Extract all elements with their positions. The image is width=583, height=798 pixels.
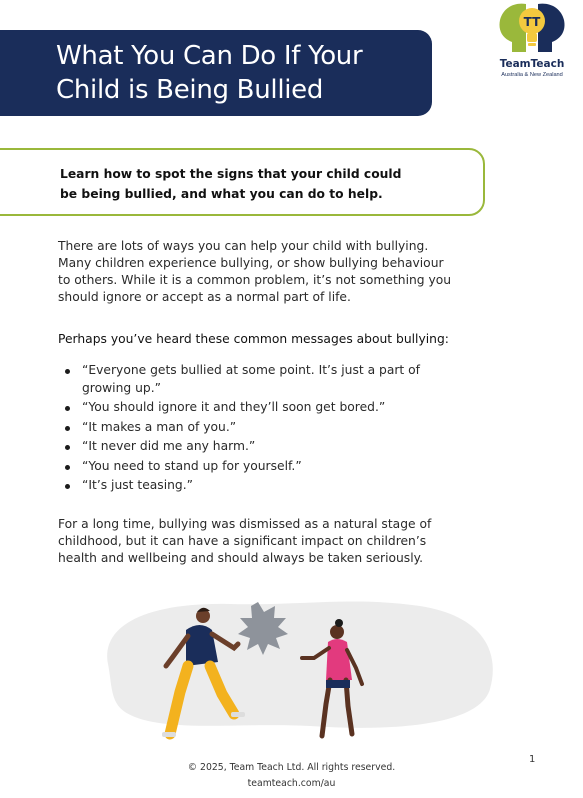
intro-line-3: to others. While it is a common problem, it’s not something you bbox=[58, 273, 452, 287]
logo-monogram: TT bbox=[523, 15, 541, 29]
list-item bbox=[58, 362, 478, 397]
team-teach-logo bbox=[492, 0, 572, 82]
footer-url[interactable]: teamteach.com/au bbox=[247, 778, 336, 789]
list-item-text: “You need to stand up for yourself.” bbox=[82, 458, 302, 473]
intro-line-2: Many children experience bullying, or show bullying behaviour bbox=[58, 256, 444, 270]
title-banner bbox=[0, 30, 432, 116]
closing-line-2: childhood, but it can have a significant impact on children’s bbox=[58, 534, 427, 548]
bullying-illustration bbox=[100, 594, 500, 744]
list-item bbox=[58, 477, 478, 495]
callout-text bbox=[60, 164, 401, 204]
list-item bbox=[58, 399, 478, 417]
intro-callout bbox=[0, 148, 485, 216]
closing-paragraph bbox=[58, 516, 478, 567]
list-item-text: growing up.” bbox=[82, 380, 161, 395]
list-item bbox=[58, 458, 478, 476]
list-item-text: “It makes a man of you.” bbox=[82, 419, 237, 434]
messages-heading: Perhaps you’ve heard these common messages about bullying: bbox=[58, 332, 449, 346]
closing-line-3: health and wellbeing and should always be taken seriously. bbox=[58, 551, 424, 565]
title-line-2: Child is Being Bullied bbox=[56, 75, 324, 105]
list-item-text: “You should ignore it and they’ll soon get bored.” bbox=[82, 400, 386, 414]
callout-line-2: be being bullied, and what you can do to help. bbox=[60, 187, 383, 201]
intro-line-4: should ignore or accept as a normal part of life. bbox=[58, 290, 351, 304]
closing-line-1: For a long time, bullying was dismissed as a natural stage of bbox=[58, 517, 432, 531]
callout-line-1: Learn how to spot the signs that your child could bbox=[60, 167, 402, 181]
title-line-1: What You Can Do If Your bbox=[56, 41, 363, 71]
logo-brand: TeamTeach bbox=[499, 58, 565, 70]
page-number: 1 bbox=[529, 754, 536, 765]
list-item-text: “Everyone gets bullied at some point. It’s just a part of bbox=[82, 363, 421, 377]
list-item bbox=[58, 419, 478, 437]
intro-line-1: There are lots of ways you can help your child with bullying. bbox=[58, 239, 429, 253]
footer-copyright: © 2025, Team Teach Ltd. All rights reserved. bbox=[187, 762, 396, 773]
page-title bbox=[56, 39, 362, 107]
twin-heads-lightbulb-icon bbox=[492, 0, 572, 58]
logo-subtitle: Australia & New Zealand bbox=[501, 72, 563, 78]
list-item bbox=[58, 438, 478, 456]
list-item-text: “It’s just teasing.” bbox=[82, 478, 194, 492]
list-item-text: “It never did me any harm.” bbox=[82, 439, 256, 453]
messages-list bbox=[58, 362, 478, 497]
intro-paragraph bbox=[58, 238, 518, 306]
